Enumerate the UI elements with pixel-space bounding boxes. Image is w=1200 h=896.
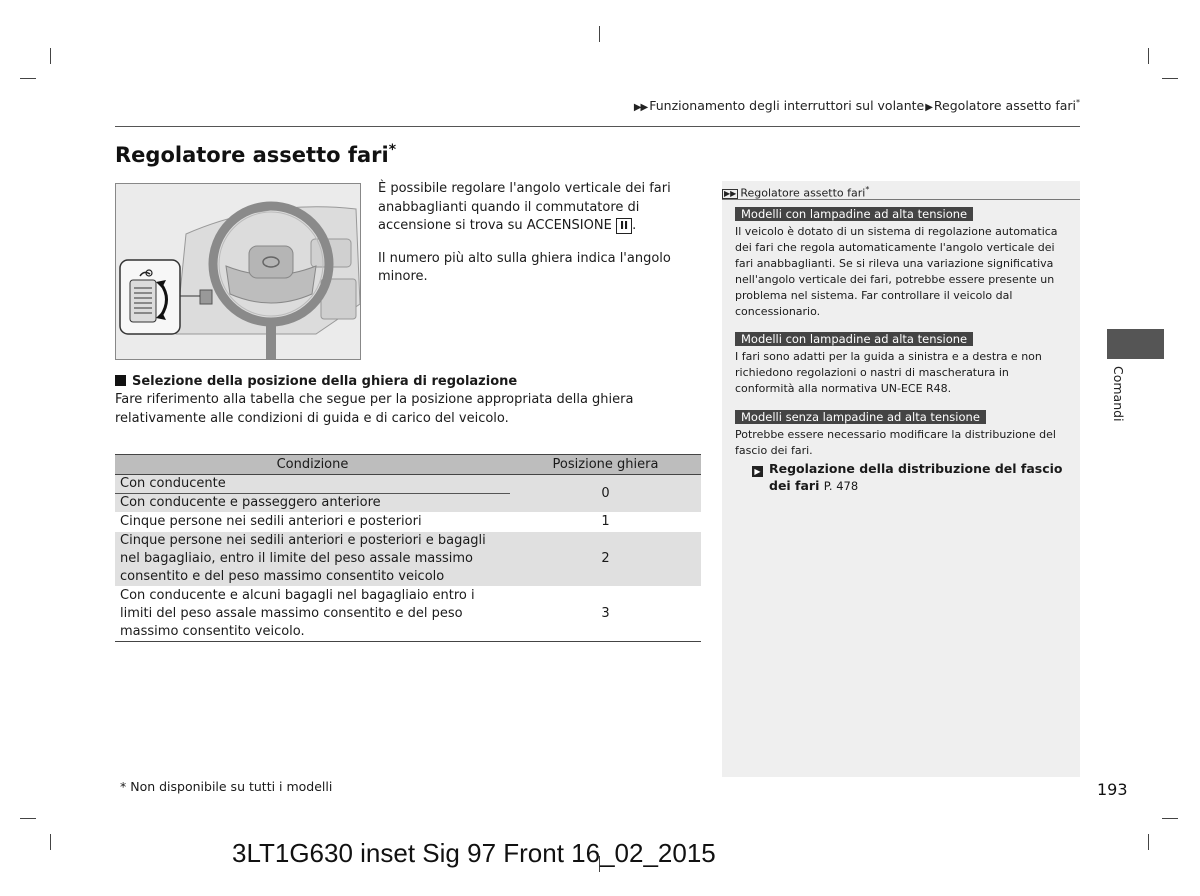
section-heading-text: Selezione della posizione della ghiera di regolazione [132, 374, 518, 389]
intro-p1-text: È possibile regolare l'angolo verticale dei fari anabbaglianti quando il commutatore di accensione si trova su ACCENSIONE [378, 181, 671, 233]
print-job-label: 3LT1G630 inset Sig 97 Front 16_02_2015 [232, 838, 716, 868]
page-title-text: Regolatore assetto fari [115, 143, 389, 167]
intro-text [378, 180, 708, 301]
note-ref-icon: ▶▶ [724, 188, 737, 198]
crop-mark [1162, 78, 1178, 79]
sidebar-title-text: Regolatore assetto fari [740, 186, 866, 200]
table-cell-value: 3 [510, 587, 701, 642]
sidebar-section [735, 406, 1070, 494]
page-title-star: * [388, 142, 397, 158]
column-header-condition: Condizione [115, 455, 510, 475]
square-bullet-icon [115, 375, 126, 386]
crop-mark [20, 818, 36, 819]
section-body: Fare riferimento alla tabella che segue per la posizione appropriata della ghiera relativamente alle condizioni di guida e di carico del veicolo. [115, 392, 634, 426]
intro-p1-end: . [632, 218, 637, 233]
table-cell-condition: Con conducente e alcuni bagagli nel bagagliaio entro i limiti del peso assale massimo consentito e del peso massimo consentito veicolo. [115, 587, 510, 642]
sidebar-section-text: Potrebbe essere necessario modificare la distribuzione del fascio dei fari. [735, 428, 1056, 457]
crop-mark [50, 48, 51, 64]
arrow-icon: ▶ [925, 102, 933, 114]
table-cell-condition: Con conducente [115, 475, 510, 494]
chapter-tab-label [1112, 366, 1126, 426]
condition-table [115, 454, 701, 642]
chapter-tab [1107, 329, 1164, 359]
table-cell-value: 2 [510, 532, 701, 587]
table-cell-condition: Cinque persone nei sedili anteriori e posteriori e bagagli nel bagagliaio, entro il limite del peso assale massimo consentito e del peso massimo consentito veicolo [115, 532, 510, 587]
sidebar-title [722, 181, 1080, 200]
chapter-tab-text: Comandi [1111, 366, 1126, 422]
page-number: 193 [1097, 780, 1128, 799]
sidebar-section-text: Il veicolo è dotato di un sistema di regolazione automatica dei fari che regola automaticamente l'angolo verticale dei fari anabbaglianti. Se si rileva una variazione significativa nell'angolo verticale dei fari, potrebbe essere presente un problema nel sistema. Far controllare il veicolo dal concessionario. [735, 225, 1058, 318]
double-arrow-icon: ▶▶ [633, 102, 648, 114]
sidebar-title-star: * [865, 185, 870, 194]
table-row [115, 513, 701, 532]
column-header-position: Posizione ghiera [510, 455, 701, 475]
cross-reference-label: Regolazione della distribuzione del fascio dei fari [769, 461, 1063, 493]
breadcrumb [540, 98, 1080, 113]
table-cell-value: 1 [510, 513, 701, 532]
table-row [115, 532, 701, 587]
table-row [115, 587, 701, 642]
headlight-aim-dial-illustration [115, 183, 361, 360]
sidebar-section-text: I fari sono adatti per la guida a sinistra e a destra e non richiedono regolazioni o nastri di mascheratura in conformità alla normativa UN-ECE R48. [735, 350, 1042, 395]
intro-paragraph: Il numero più alto sulla ghiera indica l'angolo minore. [378, 250, 671, 284]
dashboard-steering-wheel-icon [116, 184, 360, 359]
table-cell-condition: Con conducente e passeggero anteriore [115, 494, 510, 513]
table-row [115, 475, 701, 494]
crop-mark [599, 26, 600, 42]
cross-reference-page: P. 478 [823, 478, 859, 493]
cross-reference-link[interactable] [752, 461, 1070, 494]
breadcrumb-parent: Funzionamento degli interruttori sul volante [649, 98, 925, 114]
breadcrumb-current: Regolatore assetto fari [933, 98, 1076, 114]
header-rule [115, 126, 1080, 127]
sidebar-section [735, 328, 1070, 397]
model-tag: Modelli con lampadine ad alta tensione [735, 332, 973, 346]
table-header-row [115, 455, 701, 475]
crop-mark [20, 78, 36, 79]
crop-mark [50, 834, 51, 850]
link-arrow-icon: ▶ [752, 466, 763, 477]
ignition-key-label: II [616, 218, 632, 234]
page-title [115, 142, 396, 167]
crop-mark [1148, 48, 1149, 64]
crop-mark [1148, 834, 1149, 850]
model-tag: Modelli con lampadine ad alta tensione [735, 207, 973, 221]
model-tag: Modelli senza lampadine ad alta tensione [735, 410, 986, 424]
table-cell-value: 0 [510, 475, 701, 513]
section-heading [115, 374, 517, 389]
footnote: * Non disponibile su tutti i modelli [120, 779, 333, 794]
crop-mark [1162, 818, 1178, 819]
intro-paragraph [378, 180, 708, 236]
table-cell-condition: Cinque persone nei sedili anteriori e posteriori [115, 513, 510, 532]
breadcrumb-star: * [1076, 98, 1080, 107]
sidebar-section [735, 203, 1070, 320]
sidebar-notes [722, 181, 1080, 777]
